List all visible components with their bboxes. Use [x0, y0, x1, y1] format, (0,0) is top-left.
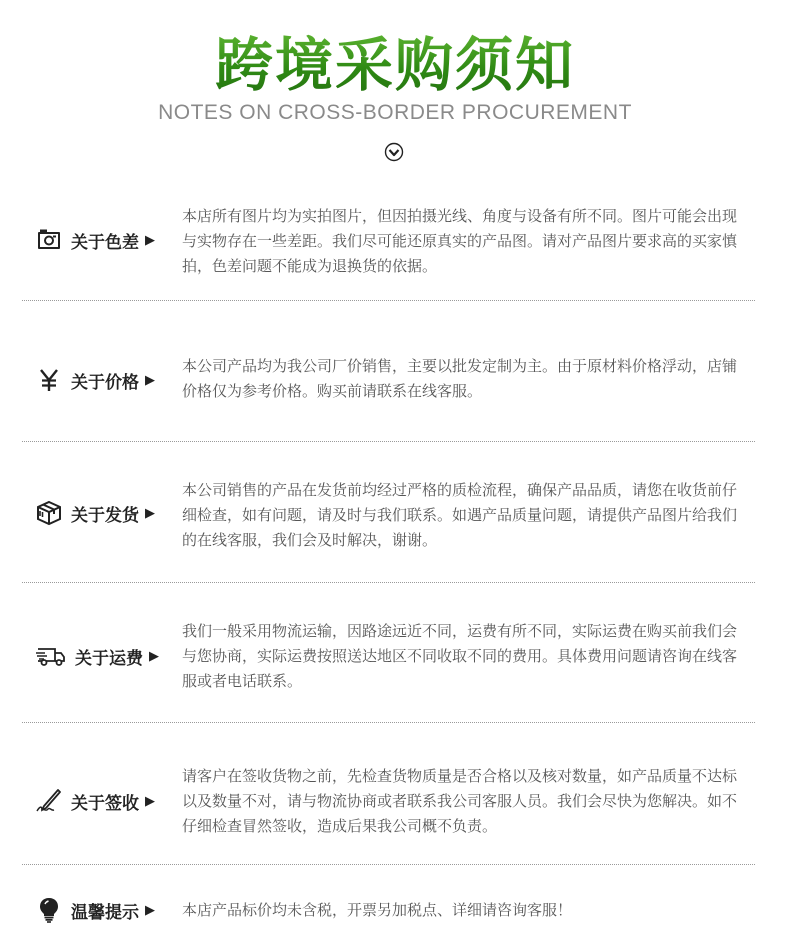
section-shipping	[0, 473, 790, 583]
pen-signature-icon	[36, 788, 62, 814]
section-color-difference	[0, 200, 790, 300]
section-text: 本店产品标价均未含税，开票另加税点、详细请咨询客服！	[182, 901, 573, 919]
triangle-right-icon: ▶	[149, 648, 159, 664]
package-icon	[36, 500, 62, 526]
section-price	[0, 340, 790, 440]
triangle-right-icon: ▶	[145, 902, 155, 918]
yuan-icon	[36, 367, 62, 393]
section-label	[36, 641, 159, 671]
section-text: 本公司产品均为我公司厂价销售，主要以批发定制为主。由于原材料价格浮动，店铺价格仅为参考价格。购买前请联系在线客服。	[182, 357, 738, 400]
section-label	[36, 225, 155, 255]
section-text: 本店所有图片均为实拍图片，但因拍摄光线、角度与设备有所不同。图片可能会出现与实物存在一些差距。我们尽可能还原真实的产品图。请对产品图片要求高的买家慎拍，色差问题不能成为退换货的依据。	[182, 207, 738, 275]
divider	[22, 300, 755, 301]
section-title: 关于签收	[71, 793, 139, 814]
chevron-down-circle-icon	[384, 142, 404, 162]
triangle-right-icon: ▶	[145, 505, 155, 521]
page-subtitle: NOTES ON CROSS-BORDER PROCUREMENT	[158, 101, 632, 124]
section-title: 关于色差	[71, 232, 139, 253]
section-receipt	[0, 756, 790, 866]
divider	[22, 864, 755, 865]
section-title: 关于价格	[71, 372, 139, 393]
section-label	[36, 786, 155, 816]
section-text: 本公司销售的产品在发货前均经过严格的质检流程，确保产品品质，请您在收货前仔细检查，如有问题，请及时与我们联系。如遇产品质量问题，请提供产品图片给我们的在线客服，我们会及时解决，谢谢。	[182, 481, 738, 549]
lightbulb-icon	[36, 897, 62, 923]
section-tips	[0, 890, 790, 940]
section-label	[36, 365, 155, 395]
page-title: 跨境采购须知	[0, 18, 790, 102]
section-title: 关于运费	[75, 648, 143, 669]
divider	[22, 441, 755, 442]
camera-icon	[36, 227, 62, 253]
header	[0, 0, 790, 175]
section-text: 请客户在签收货物之前，先检查货物质量是否合格以及核对数量，如产品质量不达标以及数量不对，请与物流协商或者联系我公司客服人员。我们会尽快为您解决。如不仔细检查冒然签收，造成后果我公司概不负责。	[182, 767, 738, 835]
triangle-right-icon: ▶	[145, 372, 155, 388]
triangle-right-icon: ▶	[145, 232, 155, 248]
section-label	[36, 498, 155, 528]
divider	[22, 582, 755, 583]
triangle-right-icon: ▶	[145, 793, 155, 809]
section-title: 温馨提示	[71, 902, 139, 923]
section-title: 关于发货	[71, 505, 139, 526]
section-freight	[0, 613, 790, 723]
truck-icon	[36, 643, 66, 669]
section-text: 我们一般采用物流运输，因路途远近不同，运费有所不同，实际运费在购买前我们会与您协商，实际运费按照送达地区不同收取不同的费用。具体费用问题请咨询在线客服或者电话联系。	[182, 622, 738, 690]
divider	[22, 722, 755, 723]
section-label	[36, 895, 155, 925]
